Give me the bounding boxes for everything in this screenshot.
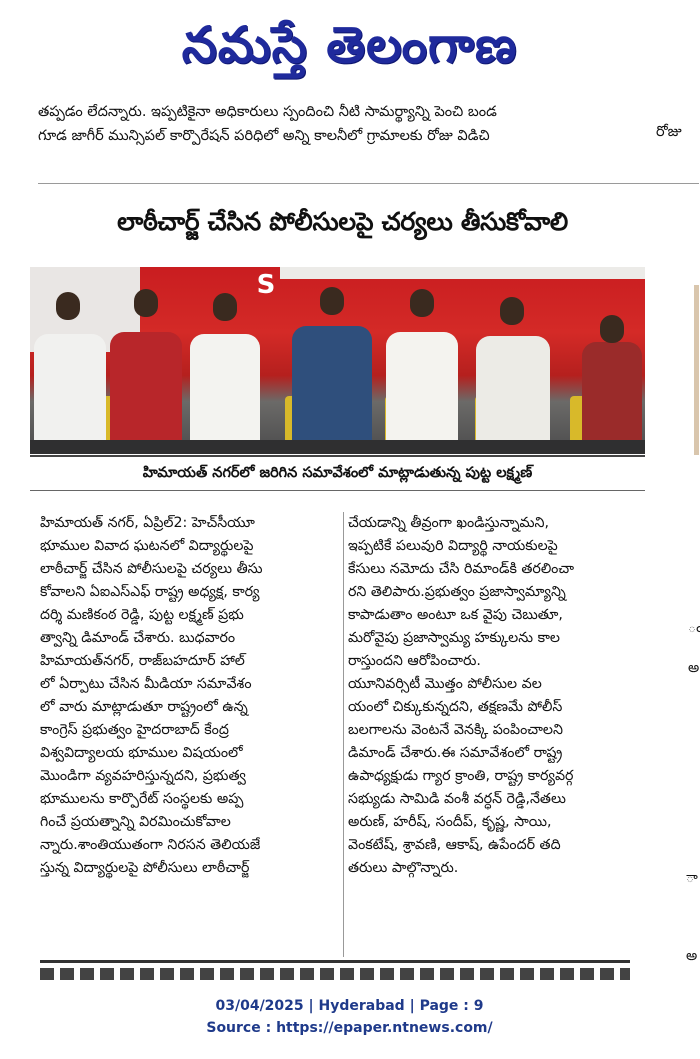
person [476, 336, 550, 454]
body-line: లాఠీచార్జ్ చేసిన పోలీసులపై చర్యలు తీసు [40, 561, 263, 577]
masthead [0, 0, 699, 90]
caption-rule [30, 490, 645, 491]
body-line: భూములను కార్పొరేట్ సంస్థలకు అప్ప [40, 791, 244, 807]
person [190, 334, 260, 454]
person [582, 342, 642, 454]
adjacent-text-fragment: ా [686, 870, 698, 886]
previous-article-spillover [38, 100, 638, 148]
adjacent-text-fragment: అ [686, 948, 698, 964]
edition-info: 03/04/2025 | Hyderabad | Page : 9 [215, 998, 484, 1014]
person-head [500, 297, 524, 325]
body-line: తరులు పాల్గొన్నారు. [348, 860, 459, 876]
spillover-line: తప్పడం లేదన్నారు. ఇప్పటికైనా అధికారులు స్పందించి నీటి సామర్థ్యాన్ని పెంచి బండ [38, 104, 497, 120]
body-line: యూనివర్సిటీ మొత్తం పోలీసుల వల [348, 676, 542, 692]
body-line: కోవాలని ఏఐఎస్ఎఫ్ రాష్ట్ర అధ్యక్ష, కార్య [40, 584, 260, 600]
person-head [410, 289, 434, 317]
banner-logo: S [256, 270, 276, 300]
person [386, 332, 458, 454]
body-line: న్నారు.శాంతియుతంగా నిరసన తెలియజే [40, 837, 261, 853]
body-line: లో ఏర్పాటు చేసిన మీడియా సమావేశం [40, 676, 252, 692]
person-head [320, 287, 344, 315]
body-line: త్వాన్ని డిమాండ్ చేశారు. బుధవారం [40, 630, 236, 646]
body-line: డిమాండ్ చేశారు.ఈ సమావేశంలో రాష్ట్ర [348, 745, 563, 761]
body-line: యంలో చిక్కుకున్నదని, తక్షణమే పోలీస్ [348, 699, 563, 715]
spillover-line: గూడ జాగీర్ మున్సిపల్ కార్పొరేషన్ పరిధిలో అన్ని కాలనీలో గ్రామాలకు రోజు విడిచి [38, 128, 490, 144]
body-line: రని తెలిపారు.ప్రభుత్వం ప్రజాస్వామ్యాన్ని [348, 584, 566, 600]
body-line: వెంకటేష్, శ్రావణి, ఆకాష్, ఉపేందర్ తది [348, 837, 561, 853]
table [30, 440, 645, 454]
body-line: గించే ప్రయత్నాన్ని విరమించుకోవాల [40, 814, 231, 830]
body-line: విశ్వవిద్యాలయ భూముల విషయంలో [40, 745, 243, 761]
body-line: హిమాయత్‌నగర్, రాజ్‌బహదూర్ హాల్ [40, 653, 245, 669]
body-line: మరోవైపు ప్రజాస్వామ్య హక్కులను కాల [348, 630, 560, 646]
body-line: స్తున్న విద్యార్థులపై పోలీసులు లాఠీచార్జ్ [40, 860, 250, 876]
photo-caption: హిమాయత్ నగర్‌లో జరిగిన సమావేశంలో మాట్లాడుతున్న పుట్ట లక్ష్మణ్ [142, 465, 533, 481]
body-line: కేసులు నమోదు చేసి రిమాండ్‌కి తరలించా [348, 561, 574, 577]
body-line: కాంగ్రెస్ ప్రభుత్వం హైదరాబాద్ కేంద్ర [40, 722, 229, 738]
person-head [213, 293, 237, 321]
article-column-left [40, 512, 340, 880]
body-line: భూముల వివాద ఘటనలో విద్యార్థులపై [40, 538, 254, 554]
newspaper-title: నమస్తే తెలంగాణ [181, 15, 518, 74]
adjacent-text-fragment: అ [688, 660, 700, 676]
body-line: కాపాడుతాం అంటూ ఒక వైపు చెబుతూ, [348, 607, 563, 623]
person [110, 332, 182, 454]
article-headline: లాఠీచార్జ్ చేసిన పోలీసులపై చర్యలు తీసుకోవాలి [117, 207, 568, 236]
person [34, 334, 106, 454]
body-line: హిమాయత్ నగర్, ఏప్రిల్2: హెచ్‌సీయూ [40, 515, 255, 531]
article-column-right [348, 512, 648, 880]
photo-backdrop [280, 267, 645, 279]
body-line: చేయడాన్ని తీవ్రంగా ఖండిస్తున్నామని, [348, 515, 550, 531]
body-line: బలగాలను వెంటనే వెనక్కి పంపించాలని [348, 722, 563, 738]
person [292, 326, 372, 454]
caption-rule [30, 455, 645, 457]
column-divider [343, 512, 344, 957]
body-line: రాస్తుందని ఆరోపించారు. [348, 653, 481, 669]
article-photo [30, 267, 645, 454]
body-line: దర్శి మణికంఠ రెడ్డి, పుట్ట లక్ష్మణ్ ప్రభు [40, 607, 244, 623]
person-head [600, 315, 624, 343]
body-line: ఉపాధ్యక్షుడు గ్యార క్రాంతి, రాష్ట్ర కార్యవర్గ [348, 768, 574, 784]
page-footer [0, 995, 699, 1039]
source-link[interactable]: Source : https://epaper.ntnews.com/ [206, 1020, 493, 1036]
person-head [134, 289, 158, 317]
body-line: సభ్యుడు సామిడి వంశీ వర్ధన్ రెడ్డి,నేతలు [348, 791, 566, 807]
body-line: ఇప్పటికే పలువురి విద్యార్థి నాయకులపై [348, 538, 558, 554]
person-head [56, 292, 80, 320]
cropped-headline-text [40, 968, 630, 980]
adjacent-text-fragment: ఁ [688, 620, 700, 636]
adjacent-article-fragment: రోజు [656, 124, 682, 140]
body-line: మొండిగా వ్యవహరిస్తున్నదని, ప్రభుత్వ [40, 768, 246, 784]
body-line: అరుణ్, హరీష్, సందీప్, కృష్ణ, సాయి, [348, 814, 552, 830]
body-line: లో వారు మాట్లాడుతూ రాష్ట్రంలో ఉన్న [40, 699, 248, 715]
adjacent-photo-edge [694, 285, 699, 455]
next-article-headline-cutoff [40, 960, 630, 978]
section-divider [38, 183, 699, 184]
